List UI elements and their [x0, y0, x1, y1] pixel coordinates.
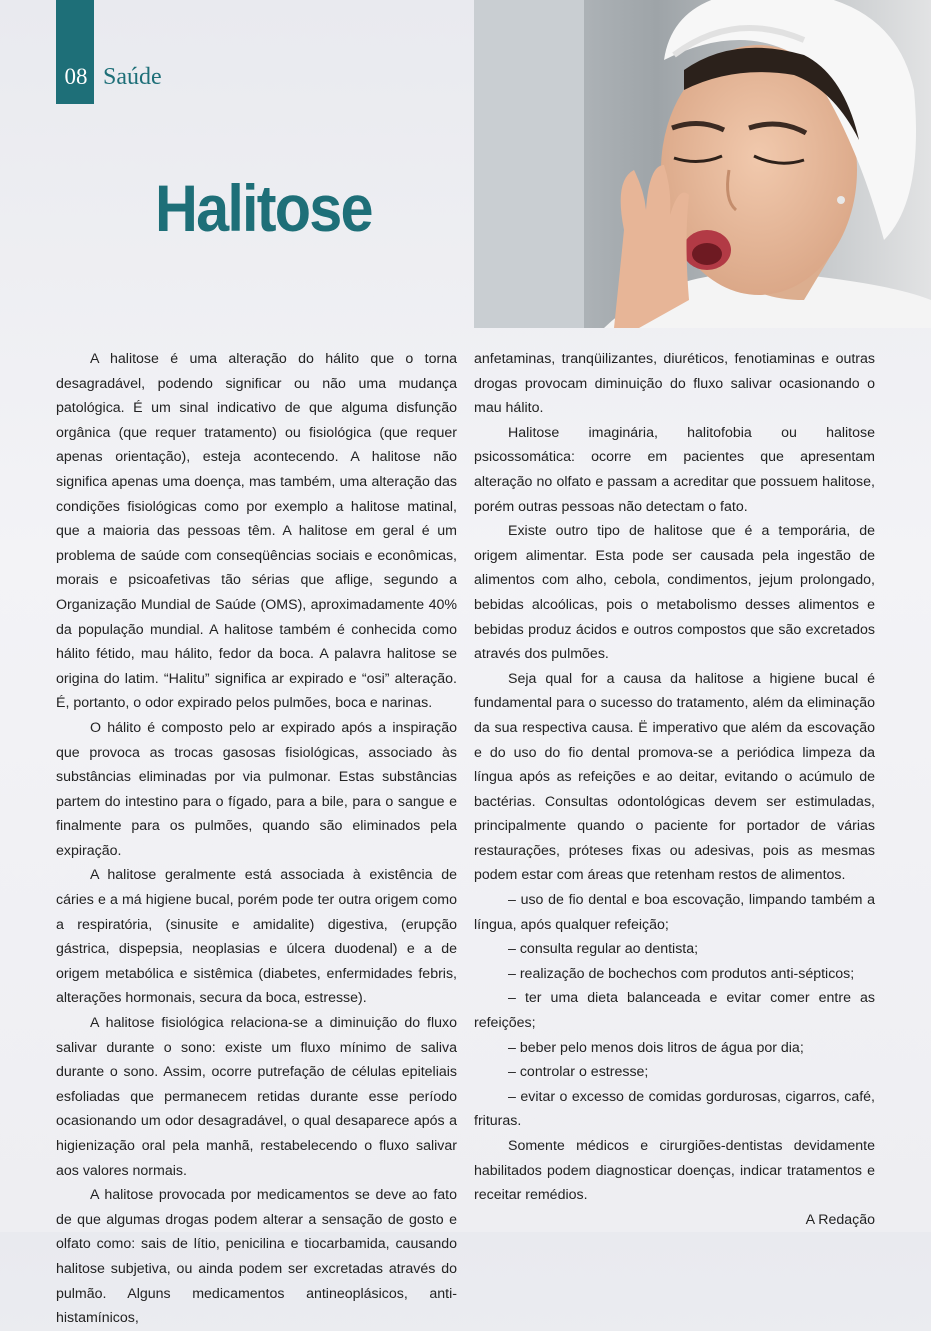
paragraph: Existe outro tipo de halitose que é a temporária, de origem alimentar. Esta pode ser causada pela ingestão de alimentos com alho, cebola, condimentos, jejum prolongado, bebidas alcoólicas, pois o metabolismo desses alimentos e bebidas produz ácidos e outros compostos que são excretados através dos pulmões. — [474, 523, 875, 663]
paragraph: A halitose fisiológica relaciona-se a diminuição do fluxo salivar durante o sono: existe um fluxo mínimo de saliva durante o sono. Assim, ocorre putrefação de células epiteliais esfoliadas que permanecem retidas durante esse período ocasionando um odor desagradável, o qual desaparece após a higienização oral pela manhã, restabelecendo o fluxo salivar aos valores normais. — [56, 1015, 457, 1179]
list-item: – uso de fio dental e boa escovação, limpando também a língua, após qualquer refeição; — [474, 892, 875, 933]
paragraph: Halitose imaginária, halitofobia ou halitose psicossomática: ocorre em pacientes que apresentam alteração no olfato e passam a acreditar que possuem halitose, porém outras pessoas não detectam o fato. — [474, 424, 875, 515]
page-number: 08 — [64, 64, 88, 89]
list-item: – evitar o excesso de comidas gordurosas, cigarros, café, frituras. — [474, 1088, 875, 1130]
article-title: Halitose — [155, 171, 372, 245]
list-item: – ter uma dieta balanceada e evitar comer entre as refeições; — [474, 990, 875, 1032]
list-item: – consulta regular ao dentista; — [508, 941, 699, 958]
paragraph: A halitose geralmente está associada à existência de cáries e a má higiene bucal, porém pode ter outra origem como a respiratória, (sinusite e amidalite) digestiva, (erupção gástrica, dispepsia, neoplasias e úlcera duodenal) e a de origem metabólica e sistêmica (diabetes, enfermidades febris, alterações hormonais, secura da boca, estresse). — [56, 867, 457, 1007]
section-title: Saúde — [103, 64, 162, 90]
left-column — [56, 347, 457, 1331]
list-item: – controlar o estresse; — [508, 1064, 649, 1081]
right-column — [474, 347, 875, 1232]
paragraph: A halitose provocada por medicamentos se deve ao fato de que algumas drogas podem alterar a sensação de gosto e olfato como: sais de lítio, penicilina e tiocarbamida, causando halitose subjetiva, ou ainda podem ser excretadas através do pulmão. Alguns medicamentos antineoplásicos, anti-histamínicos, — [56, 1187, 457, 1327]
author-signature: A Redação — [805, 1211, 875, 1228]
paragraph: Seja qual for a causa da halitose a higiene bucal é fundamental para o sucesso do tratamento, além da eliminação da sua respectiva causa. Ë imperativo que além da escovação e do uso do fio dental promova-se a periódica limpeza da língua após as refeições e ao deitar, evitando o acúmulo de bactérias. Consultas odontológicas devem ser estimuladas, principalmente quando o paciente for portador de várias restaurações, próteses fixas ou adesivas, pois as mesmas podem estar com áreas que retenham restos de alimentos. — [474, 670, 875, 884]
paragraph: A halitose é uma alteração do hálito que o torna desagradável, podendo significar ou não uma mudança patológica. É um sinal indicativo de que alguma disfunção orgânica (que requer tratamento) ou fisiológica (que requer apenas orientação), esteja acontecendo. A halitose não significa apenas uma doença, mas também, uma alteração das condições fisiológicas como por exemplo a halitose matinal, que a maioria das pessoas têm. A halitose em geral é um problema de saúde com conseqüências sociais e econômicas, morais e psicoafetivas tão sérias que aflige, segundo a Organização Mundial de Saúde (OMS), aproximadamente 40% da população mundial. A halitose também é conhecida como hálito fétido, mau hálito, fedor da boca. A palavra halitose se origina do latim. “Halitu” significa ar expirado e “osi” alteração. É, portanto, o odor expirado pelos pulmões, boca e narinas. — [56, 351, 457, 712]
paragraph-continuation: anfetaminas, tranqüilizantes, diuréticos, fenotiaminas e outras drogas provocam diminuição do fluxo salivar ocasionando o mau hálito. — [474, 351, 875, 417]
paragraph: O hálito é composto pelo ar expirado após a inspiração que provoca as trocas gasosas fisiológicas, associado às substâncias eliminadas por via pulmonar. Estas substâncias partem do intestino para o fígado, para a bile, para o sangue e finalmente para os pulmões, quando são eliminados pela expiração. — [56, 719, 457, 859]
closing-paragraph: Somente médicos e cirurgiões-dentistas devidamente habilitados podem diagnosticar doenças, indicar tratamentos e receitar remédios. — [474, 1138, 875, 1204]
list-item: – realização de bochechos com produtos anti-sépticos; — [508, 965, 855, 982]
list-item: – beber pelo menos dois litros de água por dia; — [508, 1039, 804, 1056]
woman-yawning-photo — [474, 0, 931, 328]
